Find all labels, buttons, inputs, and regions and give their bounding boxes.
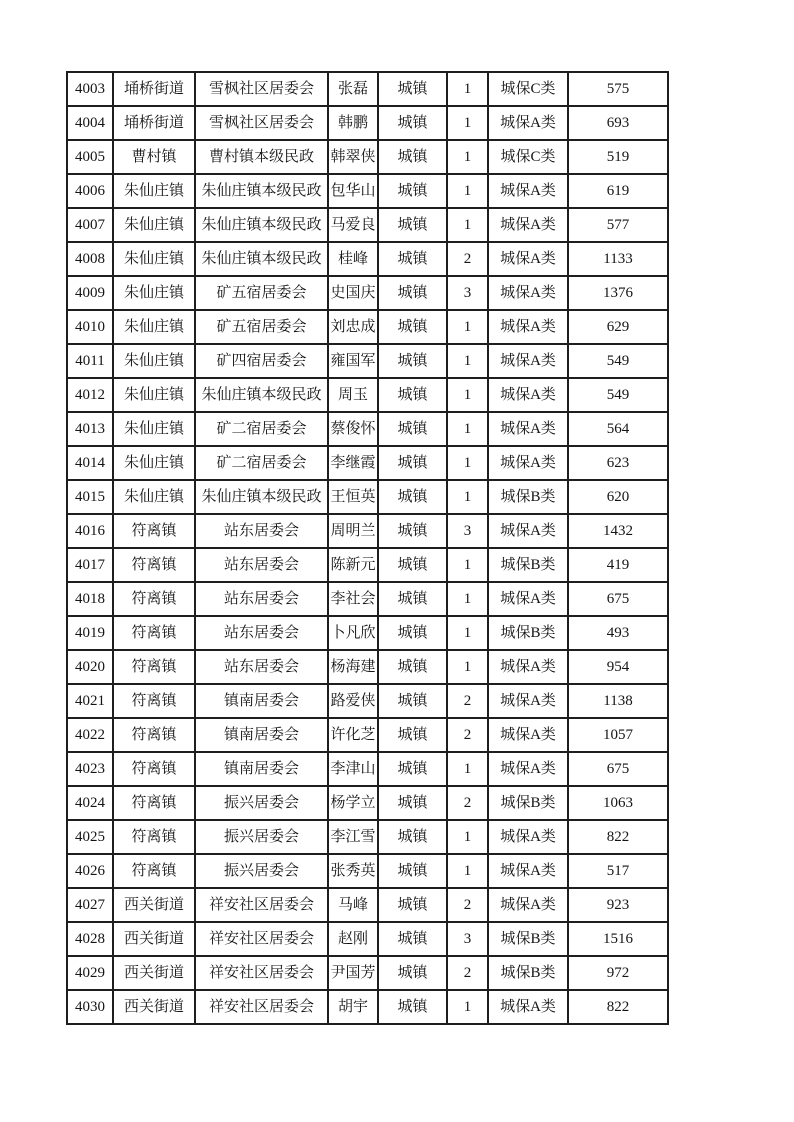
cell-id: 4023 [67,752,113,786]
cell-organization: 祥安社区居委会 [195,990,328,1024]
cell-amount: 419 [568,548,668,582]
cell-person-name: 杨学立 [328,786,378,820]
cell-district: 朱仙庄镇 [113,344,195,378]
cell-person-name: 路爱侠 [328,684,378,718]
cell-residence-type: 城镇 [378,446,447,480]
cell-district: 符离镇 [113,854,195,888]
cell-residence-type: 城镇 [378,548,447,582]
table-row [67,72,668,106]
table-row [67,174,668,208]
cell-residence-type: 城镇 [378,208,447,242]
table-row [67,922,668,956]
cell-person-name: 刘忠成 [328,310,378,344]
cell-district: 符离镇 [113,514,195,548]
cell-organization: 朱仙庄镇本级民政 [195,208,328,242]
cell-category: 城保A类 [488,412,568,446]
table-row [67,888,668,922]
cell-district: 朱仙庄镇 [113,208,195,242]
cell-organization: 镇南居委会 [195,718,328,752]
cell-residence-type: 城镇 [378,752,447,786]
cell-category: 城保A类 [488,684,568,718]
cell-amount: 517 [568,854,668,888]
cell-amount: 629 [568,310,668,344]
table-row [67,820,668,854]
table-body [67,72,668,1024]
cell-id: 4030 [67,990,113,1024]
cell-person-count: 1 [447,820,488,854]
cell-category: 城保A类 [488,854,568,888]
cell-residence-type: 城镇 [378,310,447,344]
cell-district: 符离镇 [113,752,195,786]
cell-amount: 549 [568,344,668,378]
cell-organization: 雪枫社区居委会 [195,106,328,140]
cell-amount: 623 [568,446,668,480]
table-row [67,208,668,242]
cell-person-name: 李社会 [328,582,378,616]
cell-residence-type: 城镇 [378,72,447,106]
cell-id: 4009 [67,276,113,310]
cell-amount: 1057 [568,718,668,752]
cell-person-count: 1 [447,990,488,1024]
cell-district: 埇桥街道 [113,72,195,106]
cell-amount: 1516 [568,922,668,956]
cell-category: 城保A类 [488,310,568,344]
cell-residence-type: 城镇 [378,684,447,718]
cell-person-count: 1 [447,72,488,106]
cell-person-name: 马峰 [328,888,378,922]
benefits-table [66,71,669,1025]
cell-residence-type: 城镇 [378,106,447,140]
cell-id: 4012 [67,378,113,412]
cell-person-name: 马爱良 [328,208,378,242]
cell-organization: 朱仙庄镇本级民政 [195,480,328,514]
table-row [67,344,668,378]
cell-person-name: 李继霞 [328,446,378,480]
cell-amount: 1376 [568,276,668,310]
cell-category: 城保A类 [488,650,568,684]
cell-organization: 站东居委会 [195,514,328,548]
cell-organization: 镇南居委会 [195,752,328,786]
cell-district: 朱仙庄镇 [113,412,195,446]
cell-district: 符离镇 [113,548,195,582]
cell-person-name: 许化芝 [328,718,378,752]
cell-organization: 祥安社区居委会 [195,922,328,956]
table-row [67,616,668,650]
table-row [67,446,668,480]
cell-amount: 693 [568,106,668,140]
cell-category: 城保B类 [488,786,568,820]
cell-amount: 923 [568,888,668,922]
cell-id: 4016 [67,514,113,548]
cell-organization: 站东居委会 [195,650,328,684]
cell-person-name: 杨海建 [328,650,378,684]
cell-id: 4017 [67,548,113,582]
cell-district: 符离镇 [113,718,195,752]
cell-person-count: 3 [447,922,488,956]
cell-residence-type: 城镇 [378,276,447,310]
cell-category: 城保A类 [488,514,568,548]
cell-person-name: 张秀英 [328,854,378,888]
cell-id: 4006 [67,174,113,208]
cell-organization: 矿四宿居委会 [195,344,328,378]
cell-district: 朱仙庄镇 [113,446,195,480]
cell-person-count: 1 [447,854,488,888]
cell-person-count: 3 [447,276,488,310]
cell-id: 4021 [67,684,113,718]
cell-id: 4025 [67,820,113,854]
cell-residence-type: 城镇 [378,888,447,922]
cell-organization: 雪枫社区居委会 [195,72,328,106]
cell-organization: 矿五宿居委会 [195,276,328,310]
cell-id: 4014 [67,446,113,480]
cell-person-count: 1 [447,650,488,684]
cell-person-name: 胡宇 [328,990,378,1024]
cell-id: 4005 [67,140,113,174]
cell-residence-type: 城镇 [378,990,447,1024]
cell-category: 城保A类 [488,990,568,1024]
cell-person-name: 包华山 [328,174,378,208]
cell-residence-type: 城镇 [378,650,447,684]
cell-id: 4028 [67,922,113,956]
cell-amount: 577 [568,208,668,242]
cell-category: 城保A类 [488,446,568,480]
cell-organization: 朱仙庄镇本级民政 [195,242,328,276]
cell-district: 朱仙庄镇 [113,480,195,514]
cell-id: 4027 [67,888,113,922]
cell-organization: 振兴居委会 [195,786,328,820]
cell-category: 城保A类 [488,820,568,854]
cell-person-count: 3 [447,514,488,548]
table-row [67,412,668,446]
cell-id: 4024 [67,786,113,820]
cell-residence-type: 城镇 [378,718,447,752]
cell-residence-type: 城镇 [378,786,447,820]
cell-person-name: 张磊 [328,72,378,106]
cell-organization: 祥安社区居委会 [195,956,328,990]
table-row [67,990,668,1024]
cell-person-count: 1 [447,548,488,582]
cell-person-name: 李江雪 [328,820,378,854]
cell-person-count: 1 [447,106,488,140]
cell-id: 4010 [67,310,113,344]
cell-category: 城保A类 [488,378,568,412]
table-row [67,854,668,888]
cell-category: 城保A类 [488,582,568,616]
cell-residence-type: 城镇 [378,514,447,548]
cell-person-count: 2 [447,242,488,276]
cell-person-count: 2 [447,684,488,718]
table-row [67,956,668,990]
cell-district: 符离镇 [113,786,195,820]
cell-amount: 972 [568,956,668,990]
cell-person-count: 2 [447,888,488,922]
cell-person-count: 1 [447,412,488,446]
cell-person-name: 雍国军 [328,344,378,378]
cell-organization: 振兴居委会 [195,854,328,888]
cell-person-name: 周玉 [328,378,378,412]
table-row [67,106,668,140]
cell-person-name: 王恒英 [328,480,378,514]
cell-amount: 1133 [568,242,668,276]
cell-person-name: 桂峰 [328,242,378,276]
cell-amount: 822 [568,820,668,854]
cell-amount: 1138 [568,684,668,718]
cell-residence-type: 城镇 [378,820,447,854]
cell-person-count: 1 [447,344,488,378]
cell-person-name: 赵刚 [328,922,378,956]
cell-organization: 振兴居委会 [195,820,328,854]
table-row [67,650,668,684]
cell-amount: 1432 [568,514,668,548]
table-row [67,752,668,786]
cell-person-name: 韩翠侠 [328,140,378,174]
table-row [67,276,668,310]
cell-category: 城保A类 [488,174,568,208]
cell-id: 4018 [67,582,113,616]
cell-person-name: 史国庆 [328,276,378,310]
cell-amount: 619 [568,174,668,208]
cell-person-name: 周明兰 [328,514,378,548]
cell-id: 4013 [67,412,113,446]
cell-amount: 575 [568,72,668,106]
cell-amount: 675 [568,752,668,786]
cell-district: 西关街道 [113,922,195,956]
table-row [67,514,668,548]
cell-person-count: 2 [447,956,488,990]
cell-person-count: 1 [447,310,488,344]
cell-organization: 朱仙庄镇本级民政 [195,174,328,208]
cell-person-count: 2 [447,786,488,820]
cell-district: 符离镇 [113,616,195,650]
cell-person-count: 1 [447,378,488,412]
cell-residence-type: 城镇 [378,616,447,650]
cell-person-name: 李津山 [328,752,378,786]
cell-person-count: 1 [447,446,488,480]
cell-person-name: 卜凡欣 [328,616,378,650]
cell-person-name: 尹国芳 [328,956,378,990]
table-row [67,548,668,582]
table-row [67,242,668,276]
cell-organization: 矿五宿居委会 [195,310,328,344]
cell-person-count: 1 [447,140,488,174]
cell-category: 城保A类 [488,208,568,242]
cell-residence-type: 城镇 [378,242,447,276]
cell-person-count: 1 [447,208,488,242]
cell-residence-type: 城镇 [378,140,447,174]
cell-organization: 站东居委会 [195,616,328,650]
cell-district: 西关街道 [113,990,195,1024]
cell-district: 符离镇 [113,820,195,854]
cell-id: 4003 [67,72,113,106]
cell-district: 符离镇 [113,650,195,684]
cell-amount: 549 [568,378,668,412]
cell-category: 城保A类 [488,106,568,140]
cell-amount: 1063 [568,786,668,820]
cell-district: 西关街道 [113,956,195,990]
cell-category: 城保C类 [488,72,568,106]
cell-district: 埇桥街道 [113,106,195,140]
cell-id: 4011 [67,344,113,378]
cell-district: 朱仙庄镇 [113,174,195,208]
cell-id: 4026 [67,854,113,888]
cell-id: 4019 [67,616,113,650]
cell-id: 4020 [67,650,113,684]
cell-district: 朱仙庄镇 [113,310,195,344]
cell-amount: 675 [568,582,668,616]
cell-amount: 954 [568,650,668,684]
cell-residence-type: 城镇 [378,412,447,446]
cell-person-name: 陈新元 [328,548,378,582]
cell-organization: 站东居委会 [195,548,328,582]
cell-amount: 822 [568,990,668,1024]
cell-district: 符离镇 [113,582,195,616]
cell-residence-type: 城镇 [378,480,447,514]
cell-residence-type: 城镇 [378,174,447,208]
cell-category: 城保A类 [488,276,568,310]
cell-person-count: 1 [447,752,488,786]
cell-category: 城保C类 [488,140,568,174]
table-row [67,378,668,412]
cell-person-count: 1 [447,480,488,514]
cell-person-count: 1 [447,582,488,616]
cell-category: 城保B类 [488,922,568,956]
table-row [67,786,668,820]
table-row [67,684,668,718]
cell-organization: 矿二宿居委会 [195,446,328,480]
cell-category: 城保A类 [488,718,568,752]
cell-id: 4029 [67,956,113,990]
cell-district: 朱仙庄镇 [113,242,195,276]
cell-residence-type: 城镇 [378,854,447,888]
cell-category: 城保A类 [488,888,568,922]
cell-category: 城保B类 [488,480,568,514]
cell-person-count: 2 [447,718,488,752]
cell-organization: 曹村镇本级民政 [195,140,328,174]
table-row [67,310,668,344]
cell-district: 西关街道 [113,888,195,922]
cell-residence-type: 城镇 [378,378,447,412]
cell-district: 曹村镇 [113,140,195,174]
cell-amount: 519 [568,140,668,174]
cell-residence-type: 城镇 [378,922,447,956]
cell-category: 城保A类 [488,242,568,276]
cell-person-count: 1 [447,174,488,208]
cell-organization: 镇南居委会 [195,684,328,718]
cell-person-name: 韩鹏 [328,106,378,140]
table-row [67,718,668,752]
table-row [67,140,668,174]
cell-residence-type: 城镇 [378,582,447,616]
cell-organization: 朱仙庄镇本级民政 [195,378,328,412]
cell-organization: 矿二宿居委会 [195,412,328,446]
cell-id: 4022 [67,718,113,752]
cell-category: 城保B类 [488,616,568,650]
cell-category: 城保B类 [488,956,568,990]
cell-person-name: 蔡俊怀 [328,412,378,446]
cell-id: 4007 [67,208,113,242]
cell-district: 朱仙庄镇 [113,378,195,412]
cell-id: 4004 [67,106,113,140]
cell-amount: 620 [568,480,668,514]
cell-category: 城保A类 [488,344,568,378]
cell-residence-type: 城镇 [378,956,447,990]
cell-id: 4015 [67,480,113,514]
cell-category: 城保B类 [488,548,568,582]
cell-person-count: 1 [447,616,488,650]
table-row [67,582,668,616]
cell-amount: 493 [568,616,668,650]
table-row [67,480,668,514]
cell-district: 朱仙庄镇 [113,276,195,310]
cell-district: 符离镇 [113,684,195,718]
cell-residence-type: 城镇 [378,344,447,378]
cell-amount: 564 [568,412,668,446]
cell-organization: 站东居委会 [195,582,328,616]
cell-category: 城保A类 [488,752,568,786]
cell-organization: 祥安社区居委会 [195,888,328,922]
cell-id: 4008 [67,242,113,276]
